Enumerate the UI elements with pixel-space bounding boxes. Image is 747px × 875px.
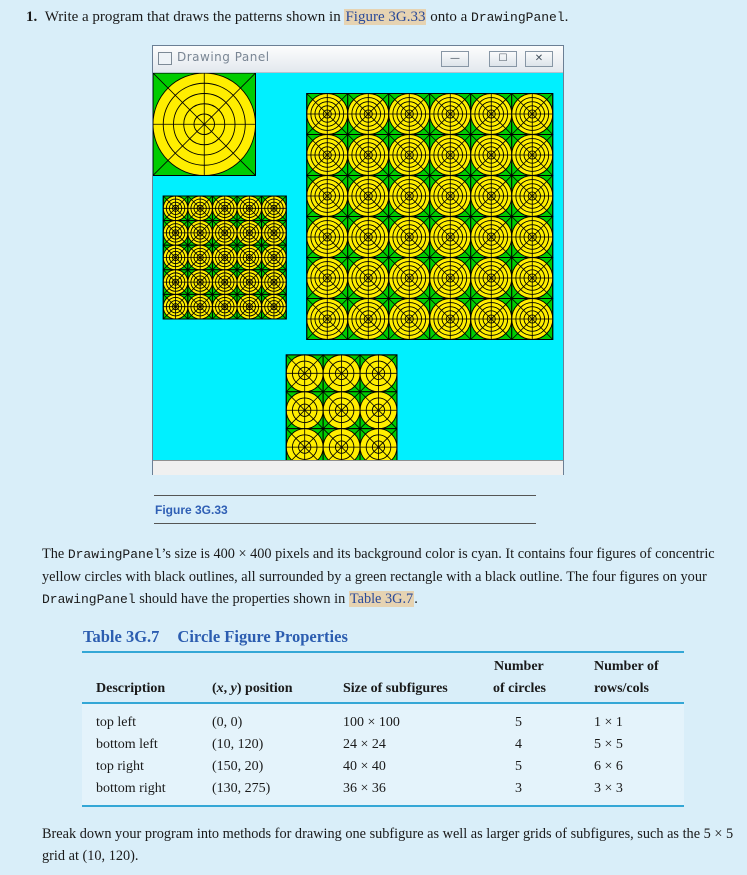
- subfigure: [188, 196, 213, 221]
- window-statusbar: [153, 460, 563, 475]
- close-button[interactable]: ✕: [525, 51, 553, 67]
- subfigure: [163, 196, 188, 221]
- subfigure: [430, 217, 471, 258]
- th-description: Description: [96, 681, 166, 696]
- subfigure: [307, 299, 348, 340]
- table-title: Table 3G.7 Circle Figure Properties: [83, 627, 348, 646]
- subfigure: [471, 94, 512, 135]
- subfigure: [237, 221, 262, 246]
- table-rule-bottom: [82, 805, 684, 807]
- subfigure: [471, 217, 512, 258]
- question-text: 1. Write a program that draws the patterns shown in Figure 3G.33 onto a DrawingPanel.: [26, 9, 569, 25]
- circle-figure: [163, 196, 286, 319]
- subfigure: [348, 94, 389, 135]
- subfigure: [512, 299, 553, 340]
- table-cell: 100 × 100: [343, 715, 400, 730]
- subfigure: [430, 176, 471, 217]
- window-titlebar[interactable]: [153, 46, 563, 73]
- table-rule-top: [82, 651, 684, 653]
- maximize-button[interactable]: ☐: [489, 51, 517, 67]
- subfigure: [471, 176, 512, 217]
- subfigure: [153, 73, 256, 176]
- subfigure: [262, 245, 287, 270]
- window-title: Drawing Panel: [177, 50, 270, 64]
- subfigure: [286, 392, 323, 429]
- drawing-panel-window: [152, 45, 564, 475]
- table-cell: 24 × 24: [343, 737, 386, 752]
- subfigure: [237, 245, 262, 270]
- th-rows-cols-1: Number of: [594, 659, 659, 674]
- instructions-paragraph: Break down your program into methods for drawing one subfigure as well as larger grids of subfigures, such as the 5 × 5 grid at (10, 120).: [42, 826, 734, 864]
- code-drawingpanel: DrawingPanel: [471, 10, 565, 25]
- table-link[interactable]: Table 3G.7: [349, 591, 414, 607]
- circle-figures-svg: [153, 73, 563, 460]
- subfigure: [360, 429, 397, 460]
- subfigure: [512, 217, 553, 258]
- subfigure: [512, 94, 553, 135]
- subfigure: [188, 245, 213, 270]
- subfigure: [262, 270, 287, 295]
- subfigure: [360, 392, 397, 429]
- subfigure: [512, 135, 553, 176]
- subfigure: [212, 196, 237, 221]
- subfigure: [471, 299, 512, 340]
- table-cell: 5 × 5: [594, 737, 623, 752]
- subfigure: [307, 94, 348, 135]
- table-rule-header: [82, 702, 684, 704]
- th-position: (x, y) position: [212, 681, 293, 696]
- table-cell: (10, 120): [212, 737, 264, 752]
- table-cell: top left: [96, 715, 137, 730]
- table-cell: (150, 20): [212, 759, 264, 774]
- subfigure: [348, 135, 389, 176]
- caption-rule-top: [154, 495, 536, 496]
- subfigure: [389, 217, 430, 258]
- subfigure: [389, 299, 430, 340]
- table-cell: 4: [515, 737, 522, 752]
- subfigure: [348, 217, 389, 258]
- table-cell: 40 × 40: [343, 759, 386, 774]
- table-cell: 6 × 6: [594, 759, 623, 774]
- subfigure: [471, 258, 512, 299]
- subfigure: [237, 270, 262, 295]
- subfigure: [237, 196, 262, 221]
- subfigure: [237, 294, 262, 319]
- subfigure: [430, 258, 471, 299]
- subfigure: [212, 270, 237, 295]
- table-cell: 3 × 3: [594, 781, 623, 796]
- table-cell: top right: [96, 759, 144, 774]
- table-cell: (130, 275): [212, 781, 271, 796]
- subfigure: [262, 221, 287, 246]
- subfigure: [323, 392, 360, 429]
- th-rows-cols-2: rows/cols: [594, 681, 649, 696]
- table-cell: bottom right: [96, 781, 166, 796]
- subfigure: [389, 258, 430, 299]
- drawing-canvas: [153, 73, 563, 460]
- subfigure: [430, 299, 471, 340]
- description-paragraph: The DrawingPanel’s size is 400 × 400 pixels and its background color is cyan. It contains four figures of concentric yellow circles with black outlines, all surrounded by a green rectangle with a black outline. The four figures on your DrawingPanel should have the properties shown in Table 3G.7.: [42, 546, 715, 607]
- table-cell: 1 × 1: [594, 715, 623, 730]
- subfigure: [286, 429, 323, 460]
- minimize-button[interactable]: —: [441, 51, 469, 67]
- subfigure: [348, 176, 389, 217]
- subfigure: [307, 217, 348, 258]
- subfigure: [212, 221, 237, 246]
- subfigure: [430, 135, 471, 176]
- subfigure: [430, 94, 471, 135]
- table-cell: 3: [515, 781, 522, 796]
- subfigure: [262, 294, 287, 319]
- subfigure: [212, 294, 237, 319]
- subfigure: [188, 294, 213, 319]
- subfigure: [163, 245, 188, 270]
- subfigure: [163, 270, 188, 295]
- table-cell: bottom left: [96, 737, 158, 752]
- subfigure: [163, 294, 188, 319]
- subfigure: [307, 258, 348, 299]
- circle-figure: [153, 73, 256, 176]
- circle-figure: [286, 355, 397, 460]
- figure-caption: Figure 3G.33: [155, 503, 228, 517]
- circle-figure: [307, 94, 553, 340]
- subfigure: [212, 245, 237, 270]
- subfigure: [512, 258, 553, 299]
- subfigure: [512, 176, 553, 217]
- caption-rule-bottom: [154, 523, 536, 524]
- subfigure: [389, 135, 430, 176]
- subfigure: [389, 176, 430, 217]
- subfigure: [188, 270, 213, 295]
- subfigure: [286, 355, 323, 392]
- subfigure: [323, 429, 360, 460]
- th-num-circles-1: Number: [494, 659, 544, 674]
- question-number: 1.: [26, 9, 38, 25]
- th-size: Size of subfigures: [343, 681, 448, 696]
- subfigure: [163, 221, 188, 246]
- subfigure: [348, 258, 389, 299]
- subfigure: [471, 135, 512, 176]
- subfigure: [307, 135, 348, 176]
- subfigure: [188, 221, 213, 246]
- subfigure: [323, 355, 360, 392]
- subfigure: [262, 196, 287, 221]
- subfigure: [348, 299, 389, 340]
- table-cell: 36 × 36: [343, 781, 386, 796]
- th-num-circles-2: of circles: [493, 681, 546, 696]
- subfigure: [307, 176, 348, 217]
- table-cell: (0, 0): [212, 715, 243, 730]
- table-cell: 5: [515, 715, 522, 730]
- table-cell: 5: [515, 759, 522, 774]
- subfigure: [389, 94, 430, 135]
- java-app-icon: [158, 52, 172, 65]
- subfigure: [360, 355, 397, 392]
- figure-link[interactable]: Figure 3G.33: [345, 9, 426, 25]
